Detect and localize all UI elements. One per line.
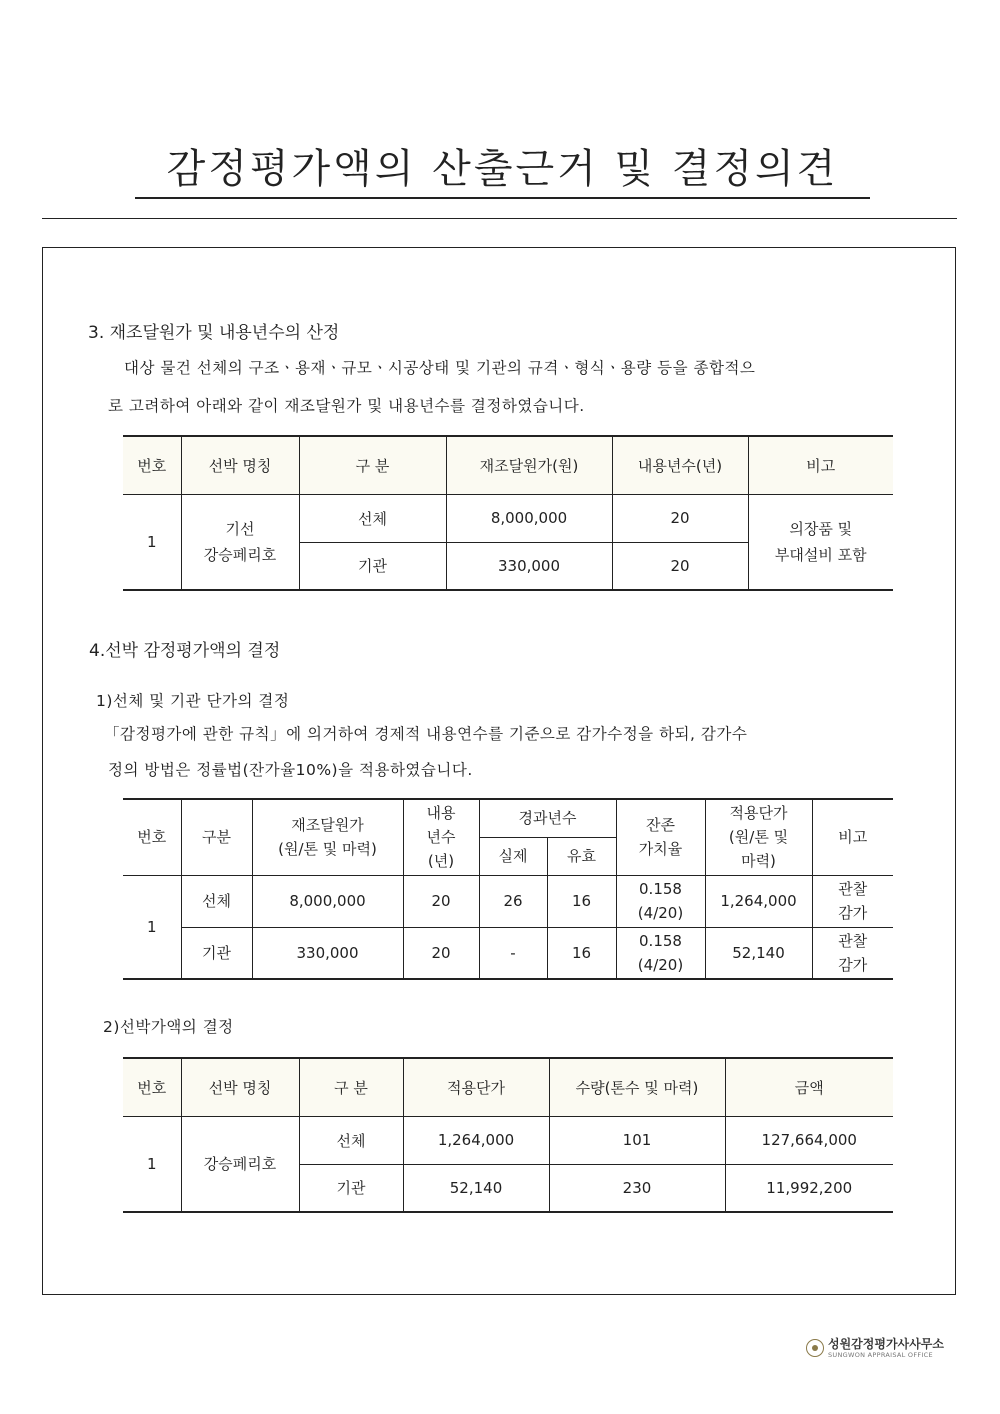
office-logo	[806, 1338, 944, 1359]
cell-amount: 127,664,000	[725, 1116, 893, 1164]
cell-category: 선체	[299, 1116, 403, 1164]
header-residual-value	[616, 799, 705, 875]
cell-effective: 16	[547, 875, 616, 927]
note-line2: 부대설비 포함	[774, 545, 867, 564]
cell-effective: 16	[547, 927, 616, 979]
cell-no: 1	[123, 494, 181, 590]
cell-actual: 26	[479, 875, 547, 927]
table-header-row	[123, 799, 893, 837]
cell-applied-unit-price: 52,140	[403, 1164, 549, 1212]
note-line1: 관찰	[838, 880, 868, 898]
cell-note	[748, 494, 893, 590]
header-unit-line3: 마력)	[741, 852, 776, 871]
header-no: 번호	[123, 436, 181, 494]
header-replacement-cost: 재조달원가(원)	[446, 436, 612, 494]
cell-category: 기관	[181, 927, 252, 979]
cell-quantity: 101	[549, 1116, 725, 1164]
ship-type: 기선	[225, 519, 255, 538]
cell-ship-name: 강승페리호	[181, 1116, 299, 1212]
cell-ship-name	[181, 494, 299, 590]
header-cost-line1: 재조달원가	[291, 816, 364, 835]
depreciation-table	[123, 798, 893, 980]
sub1-heading: 1)선체 및 기관 단가의 결정	[96, 692, 290, 710]
header-amount: 금액	[725, 1058, 893, 1116]
header-unit-line1: 적용단가	[729, 804, 788, 823]
header-elapsed-years: 경과년수	[479, 799, 616, 837]
table-header-row	[123, 1058, 893, 1116]
cell-replacement-cost: 330,000	[446, 542, 612, 590]
header-unit-line2: (원/톤 및	[728, 828, 789, 847]
header-useful-life	[403, 799, 479, 875]
cell-replacement-cost: 8,000,000	[252, 875, 403, 927]
cell-category: 선체	[299, 494, 446, 542]
cell-useful-life: 20	[403, 875, 479, 927]
header-note: 비고	[748, 436, 893, 494]
sub1-text-line1: 「감정평가에 관한 규칙」에 의거하여 경제적 내용연수를 기준으로 감가수정을 하되, 감가수	[104, 725, 748, 743]
ship-value-table	[123, 1057, 893, 1213]
header-category: 구분	[181, 799, 252, 875]
header-applied-unit-price: 적용단가	[403, 1058, 549, 1116]
table-row	[123, 1116, 893, 1164]
cell-category: 기관	[299, 542, 446, 590]
table-header-row	[123, 436, 893, 494]
cell-replacement-cost: 8,000,000	[446, 494, 612, 542]
title-divider	[42, 218, 957, 219]
header-category: 구 분	[299, 436, 446, 494]
cell-category: 기관	[299, 1164, 403, 1212]
replacement-cost-table	[123, 435, 893, 591]
cell-replacement-cost: 330,000	[252, 927, 403, 979]
cell-applied-unit-price: 52,140	[705, 927, 812, 979]
header-life-line3: (년)	[427, 852, 455, 871]
sub1-text-line2: 정의 방법은 정률법(잔가율10%)을 적용하였습니다.	[108, 761, 473, 779]
logo-name-korean: 성원감정평가사사무소	[828, 1337, 944, 1351]
table-row	[123, 927, 893, 979]
ship-name: 강승페리호	[203, 545, 277, 564]
header-no: 번호	[123, 1058, 181, 1116]
table-row	[123, 875, 893, 927]
residual-fraction: (4/20)	[637, 955, 684, 974]
header-category: 구 분	[299, 1058, 403, 1116]
header-life-line1: 내용	[426, 804, 456, 823]
table-row	[123, 494, 893, 542]
section3-text-line1: 대상 물건 선체의 구조ㆍ용재ㆍ규모ㆍ시공상태 및 기관의 규격ㆍ형식ㆍ용량 등을 종합적으	[124, 359, 756, 377]
header-effective: 유효	[547, 837, 616, 875]
header-no: 번호	[123, 799, 181, 875]
seal-icon	[806, 1339, 824, 1357]
header-actual: 실제	[479, 837, 547, 875]
section3-text-line2: 로 고려하여 아래와 같이 재조달원가 및 내용년수를 결정하였습니다.	[108, 397, 585, 415]
cell-category: 선체	[181, 875, 252, 927]
header-life-line2: 년수	[426, 828, 456, 847]
residual-fraction: (4/20)	[637, 904, 684, 922]
note-line2: 감가	[838, 904, 868, 922]
sub2-heading: 2)선박가액의 결정	[103, 1018, 234, 1036]
cell-residual	[616, 927, 705, 979]
cell-useful-life: 20	[612, 542, 748, 590]
residual-rate: 0.158	[639, 931, 682, 950]
cell-residual	[616, 875, 705, 927]
section4-heading: 4.선박 감정평가액의 결정	[89, 641, 281, 661]
cell-no: 1	[123, 875, 181, 979]
cell-useful-life: 20	[612, 494, 748, 542]
residual-rate: 0.158	[639, 880, 682, 898]
header-residual-line2: 가치율	[638, 840, 683, 859]
header-cost-line2: (원/톤 및 마력)	[278, 840, 377, 859]
header-ship-name: 선박 명칭	[181, 1058, 299, 1116]
header-replacement-cost	[252, 799, 403, 875]
cell-amount: 11,992,200	[725, 1164, 893, 1212]
header-residual-line1: 잔존	[646, 816, 675, 835]
note-line1: 관찰	[838, 931, 868, 950]
cell-applied-unit-price: 1,264,000	[705, 875, 812, 927]
cell-applied-unit-price: 1,264,000	[403, 1116, 549, 1164]
page-title: 감정평가액의 산출근거 및 결정의견	[135, 145, 870, 199]
header-quantity: 수량(톤수 및 마력)	[549, 1058, 725, 1116]
cell-note	[812, 927, 893, 979]
header-note: 비고	[812, 799, 893, 875]
header-useful-life: 내용년수(년)	[612, 436, 748, 494]
cell-actual: -	[479, 927, 547, 979]
note-line1: 의장품 및	[789, 519, 853, 538]
logo-name-english: SUNGWON APPRAISAL OFFICE	[828, 1351, 933, 1359]
header-ship-name: 선박 명칭	[181, 436, 299, 494]
cell-quantity: 230	[549, 1164, 725, 1212]
cell-no: 1	[123, 1116, 181, 1212]
header-applied-unit-price	[705, 799, 812, 875]
cell-useful-life: 20	[403, 927, 479, 979]
section3-heading: 3. 재조달원가 및 내용년수의 산정	[88, 323, 340, 343]
note-line2: 감가	[838, 955, 868, 974]
cell-note	[812, 875, 893, 927]
